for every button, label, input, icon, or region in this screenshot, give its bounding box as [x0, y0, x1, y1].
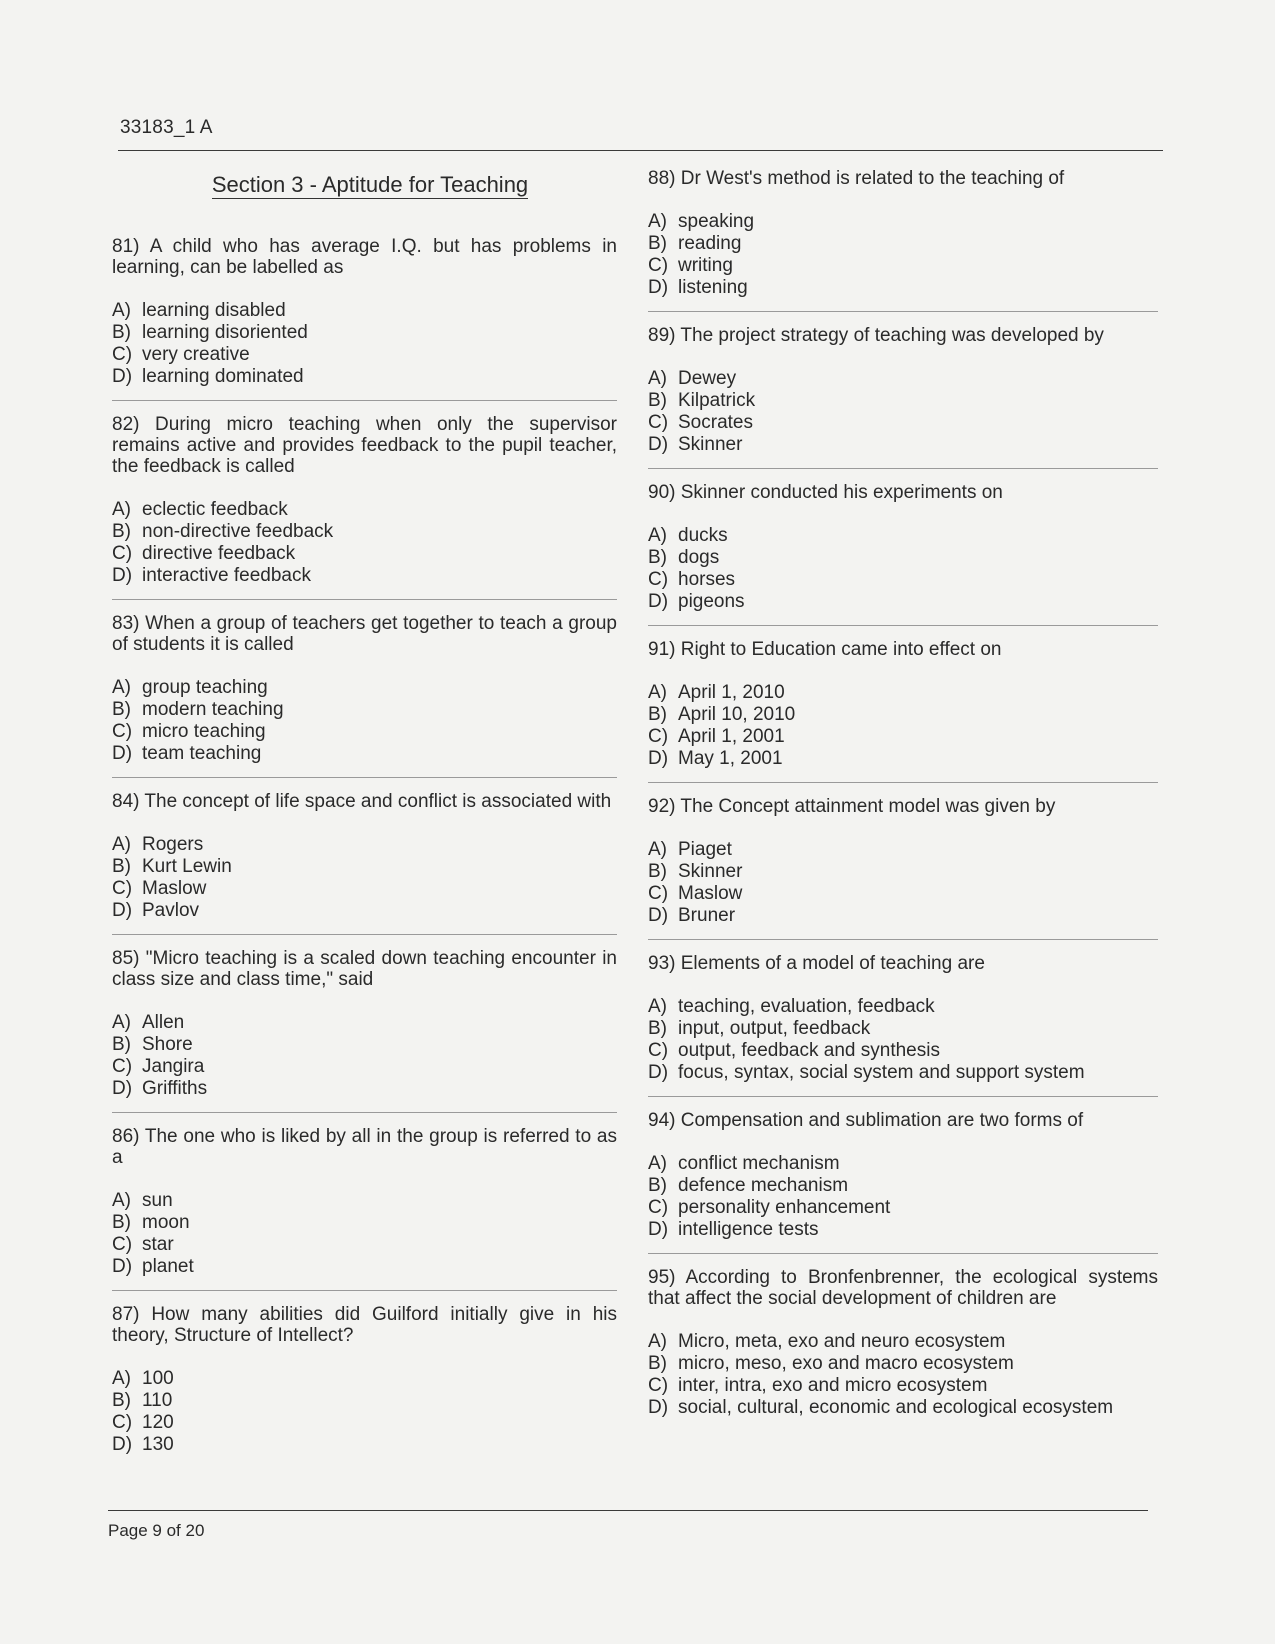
option-letter: D)	[648, 1062, 669, 1083]
option-text: writing	[678, 255, 733, 276]
option-text: Dewey	[678, 368, 737, 389]
answer-option	[112, 1212, 617, 1234]
option-list	[112, 834, 617, 922]
option-letter: B)	[648, 233, 667, 254]
answer-option	[112, 543, 617, 565]
option-letter: C)	[112, 1234, 133, 1255]
option-text: teaching, evaluation, feedback	[678, 996, 935, 1017]
question-text: 94) Compensation and sublimation are two forms of	[648, 1110, 1084, 1131]
option-letter: A)	[648, 211, 667, 232]
answer-option	[648, 412, 1158, 434]
question-text: 88) Dr West's method is related to the teaching of	[648, 168, 1065, 189]
answer-option	[648, 547, 1158, 569]
question-text: 86) The one who is liked by all in the group is referred to as a	[112, 1126, 617, 1168]
option-letter: D)	[648, 905, 669, 926]
option-letter: B)	[112, 322, 131, 343]
answer-option	[648, 748, 1158, 770]
right-column	[648, 168, 1158, 1419]
option-text: output, feedback and synthesis	[678, 1040, 940, 1061]
option-text: 130	[142, 1434, 174, 1455]
question-divider	[648, 468, 1158, 469]
option-letter: A)	[648, 839, 667, 860]
question	[648, 482, 1158, 613]
option-text: Skinner	[678, 861, 743, 882]
option-text: Griffiths	[142, 1078, 208, 1099]
question-text: 82) During micro teaching when only the supervisor remains active and provides feedback to the pupil teacher, the feedback is called	[112, 414, 617, 477]
option-letter: C)	[112, 1412, 133, 1433]
answer-option	[648, 525, 1158, 547]
option-letter: C)	[648, 883, 669, 904]
question	[112, 791, 617, 922]
answer-option	[648, 905, 1158, 927]
option-text: inter, intra, exo and micro ecosystem	[678, 1375, 988, 1396]
question-text: 89) The project strategy of teaching was developed by	[648, 325, 1104, 346]
question-divider	[112, 934, 617, 935]
option-letter: B)	[648, 1018, 667, 1039]
answer-option	[648, 255, 1158, 277]
answer-option	[648, 1018, 1158, 1040]
option-text: Micro, meta, exo and neuro ecosystem	[678, 1331, 1006, 1352]
option-letter: D)	[648, 748, 669, 769]
option-text: micro teaching	[142, 721, 266, 742]
option-letter: D)	[112, 565, 133, 586]
option-text: input, output, feedback	[678, 1018, 871, 1039]
option-text: focus, syntax, social system and support system	[678, 1062, 1085, 1083]
answer-option	[112, 499, 617, 521]
question-divider	[112, 400, 617, 401]
question	[648, 796, 1158, 927]
option-letter: D)	[648, 434, 669, 455]
option-text: team teaching	[142, 743, 262, 764]
option-letter: A)	[648, 682, 667, 703]
option-letter: C)	[112, 878, 133, 899]
option-text: 120	[142, 1412, 174, 1433]
option-list	[648, 211, 1158, 299]
answer-option	[648, 1197, 1158, 1219]
option-letter: A)	[648, 1153, 667, 1174]
option-letter: A)	[648, 996, 667, 1017]
option-letter: A)	[648, 525, 667, 546]
option-letter: A)	[112, 834, 131, 855]
option-text: Maslow	[678, 883, 743, 904]
answer-option	[648, 1353, 1158, 1375]
option-letter: B)	[112, 1390, 131, 1411]
paper-code: 33183_1 A	[120, 117, 213, 138]
option-text: listening	[678, 277, 748, 298]
answer-option	[112, 721, 617, 743]
answer-option	[648, 569, 1158, 591]
option-list	[112, 677, 617, 765]
answer-option	[112, 1190, 617, 1212]
option-letter: A)	[648, 368, 667, 389]
option-letter: D)	[112, 743, 133, 764]
option-text: 110	[142, 1390, 173, 1411]
option-letter: B)	[112, 699, 131, 720]
question	[112, 236, 617, 388]
answer-option	[112, 699, 617, 721]
option-text: social, cultural, economic and ecological ecosystem	[678, 1397, 1114, 1418]
answer-option	[112, 1368, 617, 1390]
answer-option	[648, 277, 1158, 299]
option-letter: D)	[648, 1397, 669, 1418]
answer-option	[112, 677, 617, 699]
option-letter: C)	[648, 1197, 669, 1218]
option-text: defence mechanism	[678, 1175, 849, 1196]
question	[112, 613, 617, 765]
question-divider	[112, 599, 617, 600]
option-text: Kilpatrick	[678, 390, 756, 411]
answer-option	[112, 1256, 617, 1278]
option-text: Rogers	[142, 834, 204, 855]
option-letter: A)	[112, 300, 131, 321]
option-text: group teaching	[142, 677, 268, 698]
option-letter: B)	[112, 1212, 131, 1233]
option-text: pigeons	[678, 591, 745, 612]
question-divider	[648, 625, 1158, 626]
option-letter: C)	[648, 1375, 669, 1396]
option-list	[648, 839, 1158, 927]
option-letter: D)	[112, 900, 133, 921]
question-text: 90) Skinner conducted his experiments on	[648, 482, 1003, 503]
header-divider	[118, 150, 1163, 151]
option-letter: A)	[112, 1190, 131, 1211]
option-text: star	[142, 1234, 174, 1255]
answer-option	[648, 839, 1158, 861]
answer-option	[112, 366, 617, 388]
option-text: moon	[142, 1212, 190, 1233]
option-list	[648, 682, 1158, 770]
option-text: Allen	[142, 1012, 185, 1033]
question-text: 92) The Concept attainment model was given by	[648, 796, 1056, 817]
answer-option	[648, 1397, 1158, 1419]
option-list	[112, 499, 617, 587]
option-text: personality enhancement	[678, 1197, 891, 1218]
answer-option	[648, 682, 1158, 704]
question-text: 83) When a group of teachers get together to teach a group of students it is called	[112, 613, 617, 655]
question-divider	[648, 939, 1158, 940]
question-text: 95) According to Bronfenbrenner, the ecological systems that affect the social development of children are	[648, 1267, 1158, 1309]
answer-option	[648, 883, 1158, 905]
option-letter: B)	[112, 1034, 131, 1055]
answer-option	[648, 1331, 1158, 1353]
answer-option	[112, 878, 617, 900]
question-text: 85) "Micro teaching is a scaled down teaching encounter in class size and class time," said	[112, 948, 617, 990]
option-text: learning disabled	[142, 300, 286, 321]
option-letter: D)	[112, 1256, 133, 1277]
option-list	[648, 1331, 1158, 1419]
answer-option	[112, 322, 617, 344]
option-text: interactive feedback	[142, 565, 311, 586]
option-letter: A)	[112, 1368, 131, 1389]
question	[112, 1304, 617, 1456]
answer-option	[112, 1434, 617, 1456]
option-text: 100	[142, 1368, 174, 1389]
option-letter: B)	[648, 861, 667, 882]
option-text: Socrates	[678, 412, 753, 433]
option-list	[112, 1368, 617, 1456]
question	[648, 168, 1158, 299]
option-letter: B)	[648, 1175, 667, 1196]
answer-option	[648, 1219, 1158, 1241]
option-text: Pavlov	[142, 900, 200, 921]
option-text: planet	[142, 1256, 194, 1277]
option-letter: C)	[648, 569, 669, 590]
option-letter: B)	[648, 704, 667, 725]
footer-divider	[108, 1510, 1148, 1511]
answer-option	[648, 211, 1158, 233]
option-text: modern teaching	[142, 699, 284, 720]
option-text: April 1, 2001	[678, 726, 785, 747]
answer-option	[112, 521, 617, 543]
option-text: sun	[142, 1190, 173, 1211]
option-letter: C)	[648, 1040, 669, 1061]
answer-option	[648, 726, 1158, 748]
question-divider	[112, 777, 617, 778]
option-text: Shore	[142, 1034, 193, 1055]
option-letter: D)	[112, 1078, 133, 1099]
question-divider	[112, 1112, 617, 1113]
question-divider	[648, 1096, 1158, 1097]
question-divider	[112, 1290, 617, 1291]
option-text: ducks	[678, 525, 728, 546]
question	[648, 325, 1158, 456]
option-text: learning dominated	[142, 366, 304, 387]
answer-option	[648, 1062, 1158, 1084]
question-text: 81) A child who has average I.Q. but has problems in learning, can be labelled as	[112, 236, 617, 278]
answer-option	[112, 743, 617, 765]
option-text: intelligence tests	[678, 1219, 819, 1240]
question	[648, 1110, 1158, 1241]
option-list	[112, 1190, 617, 1278]
option-letter: B)	[648, 547, 667, 568]
option-text: micro, meso, exo and macro ecosystem	[678, 1353, 1014, 1374]
section-title-text: Section 3 - Aptitude for Teaching	[211, 172, 529, 197]
question-text: 87) How many abilities did Guilford initially give in his theory, Structure of Intellect?	[112, 1304, 617, 1346]
answer-option	[648, 434, 1158, 456]
question	[648, 953, 1158, 1084]
section-title	[120, 172, 620, 198]
option-list	[648, 368, 1158, 456]
answer-option	[112, 565, 617, 587]
answer-option	[648, 591, 1158, 613]
option-text: Piaget	[678, 839, 732, 860]
option-text: conflict mechanism	[678, 1153, 840, 1174]
option-letter: C)	[112, 1056, 133, 1077]
answer-option	[648, 861, 1158, 883]
option-letter: C)	[648, 412, 669, 433]
option-letter: D)	[648, 591, 669, 612]
option-list	[648, 1153, 1158, 1241]
answer-option	[112, 344, 617, 366]
answer-option	[112, 1034, 617, 1056]
answer-option	[648, 1153, 1158, 1175]
question-text: 84) The concept of life space and conflict is associated with	[112, 791, 612, 812]
answer-option	[648, 390, 1158, 412]
answer-option	[112, 856, 617, 878]
answer-option	[648, 368, 1158, 390]
option-letter: A)	[112, 677, 131, 698]
option-text: very creative	[142, 344, 250, 365]
answer-option	[648, 996, 1158, 1018]
option-letter: B)	[648, 390, 667, 411]
option-text: reading	[678, 233, 742, 254]
option-letter: D)	[648, 1219, 669, 1240]
option-letter: B)	[112, 521, 131, 542]
option-letter: C)	[648, 255, 669, 276]
option-text: directive feedback	[142, 543, 296, 564]
option-letter: A)	[112, 499, 131, 520]
option-list	[112, 1012, 617, 1100]
question-text: 91) Right to Education came into effect on	[648, 639, 1002, 660]
answer-option	[648, 1040, 1158, 1062]
option-text: April 10, 2010	[678, 704, 796, 725]
option-letter: A)	[648, 1331, 667, 1352]
option-letter: B)	[648, 1353, 667, 1374]
question	[112, 948, 617, 1100]
answer-option	[112, 1012, 617, 1034]
option-letter: B)	[112, 856, 131, 877]
answer-option	[112, 300, 617, 322]
answer-option	[112, 900, 617, 922]
option-text: horses	[678, 569, 736, 590]
answer-option	[112, 1390, 617, 1412]
option-letter: D)	[112, 1434, 133, 1455]
option-list	[648, 996, 1158, 1084]
question	[112, 414, 617, 587]
answer-option	[648, 233, 1158, 255]
answer-option	[648, 1375, 1158, 1397]
option-letter: D)	[112, 366, 133, 387]
option-letter: C)	[112, 543, 133, 564]
option-letter: A)	[112, 1012, 131, 1033]
option-text: Skinner	[678, 434, 743, 455]
answer-option	[648, 1175, 1158, 1197]
left-column	[112, 236, 617, 1456]
option-text: Jangira	[142, 1056, 205, 1077]
option-letter: C)	[648, 726, 669, 747]
option-list	[112, 300, 617, 388]
question-divider	[648, 782, 1158, 783]
answer-option	[112, 1234, 617, 1256]
option-text: Bruner	[678, 905, 736, 926]
option-text: learning disoriented	[142, 322, 308, 343]
answer-option	[648, 704, 1158, 726]
option-text: eclectic feedback	[142, 499, 288, 520]
option-letter: C)	[112, 344, 133, 365]
answer-option	[112, 1056, 617, 1078]
option-text: May 1, 2001	[678, 748, 783, 769]
option-text: Maslow	[142, 878, 207, 899]
question-divider	[648, 311, 1158, 312]
option-letter: C)	[112, 721, 133, 742]
question-divider	[648, 1253, 1158, 1254]
question	[112, 1126, 617, 1278]
answer-option	[112, 834, 617, 856]
option-text: speaking	[678, 211, 755, 232]
answer-option	[112, 1078, 617, 1100]
option-text: non-directive feedback	[142, 521, 334, 542]
question	[648, 1267, 1158, 1419]
option-text: Kurt Lewin	[142, 856, 232, 877]
question	[648, 639, 1158, 770]
answer-option	[112, 1412, 617, 1434]
option-text: dogs	[678, 547, 720, 568]
question-text: 93) Elements of a model of teaching are	[648, 953, 985, 974]
option-list	[648, 525, 1158, 613]
option-letter: D)	[648, 277, 669, 298]
page-number: Page 9 of 20	[108, 1521, 205, 1540]
option-text: April 1, 2010	[678, 682, 785, 703]
